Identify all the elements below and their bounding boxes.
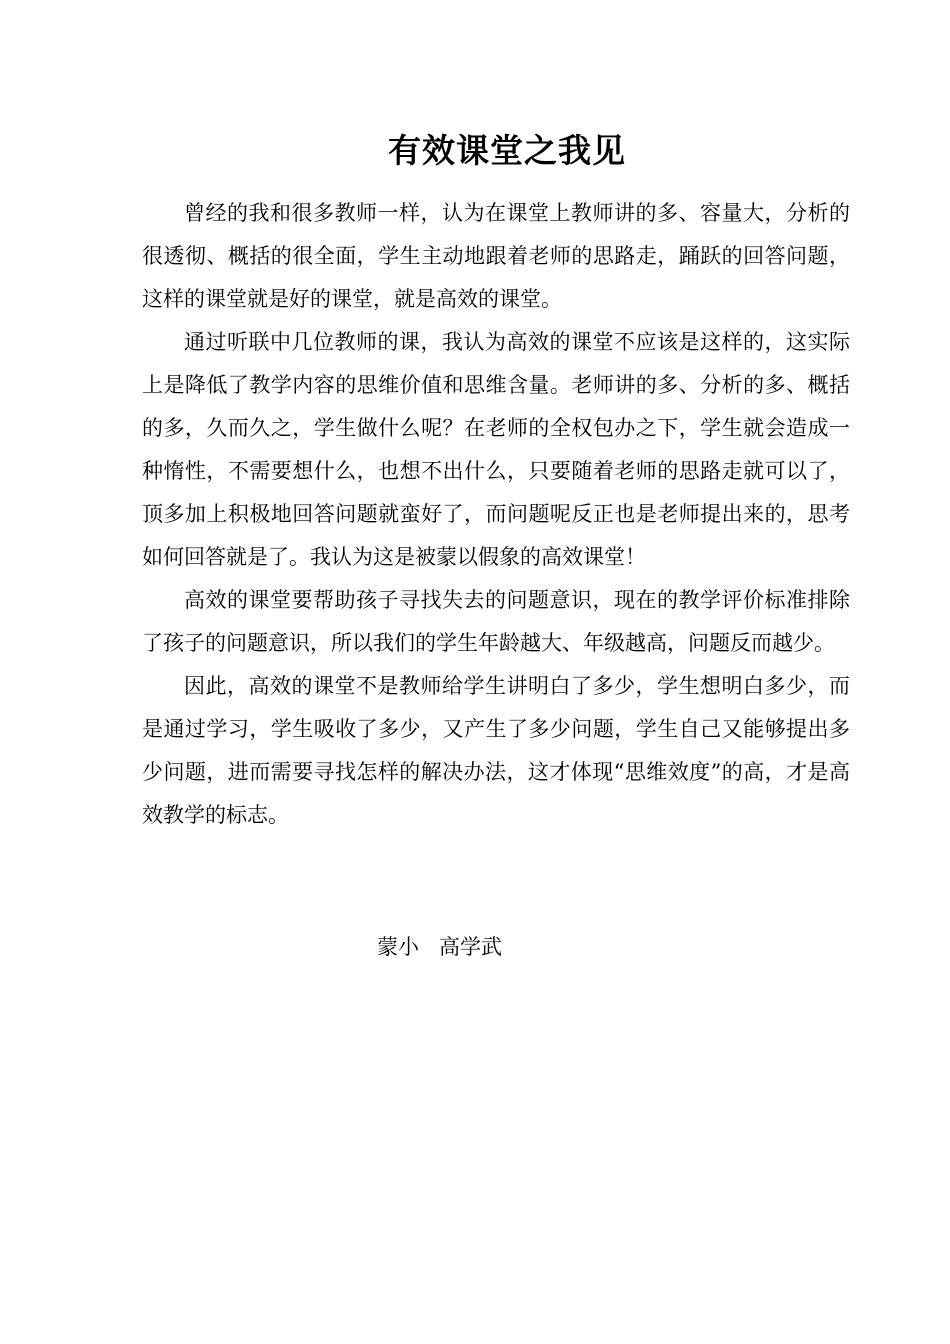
paragraph-3: 高效的课堂要帮助孩子寻找失去的问题意识，现在的教学评价标准排除了孩子的问题意识，所以我们的学生年龄越大、年级越高，问题反而越少。 <box>142 588 850 655</box>
document-body <box>142 192 850 837</box>
document-title: 有效课堂之我见 <box>388 131 626 170</box>
paragraph-4: 因此，高效的课堂不是教师给学生讲明白了多少，学生想明白多少，而是通过学习，学生吸收了多少，又产生了多少问题，学生自己又能够提出多少问题，进而需要寻找怎样的解决办法，这才体现“思维效度”的高，才是高效教学的标志。 <box>142 674 850 827</box>
paragraph-2: 通过听联中几位教师的课，我认为高效的课堂不应该是这样的，这实际上是降低了教学内容的思维价值和思维含量。老师讲的多、分析的多、概括的多，久而久之，学生做什么呢？在老师的全权包办之下，学生就会造成一种惰性，不需要想什么，也想不出什么，只要随着老师的思路走就可以了，顶多加上积极地回答问题就蛮好了，而问题呢反正也是老师提出来的，思考如何回答就是了。我认为这是被蒙以假象的高效课堂！ <box>142 330 850 569</box>
author-signature: 蒙小 高学武 <box>377 935 503 959</box>
paragraph-1: 曾经的我和很多教师一样，认为在课堂上教师讲的多、容量大，分析的很透彻、概括的很全面，学生主动地跟着老师的思路走，踊跃的回答问题，这样的课堂就是好的课堂，就是高效的课堂。 <box>142 201 850 311</box>
